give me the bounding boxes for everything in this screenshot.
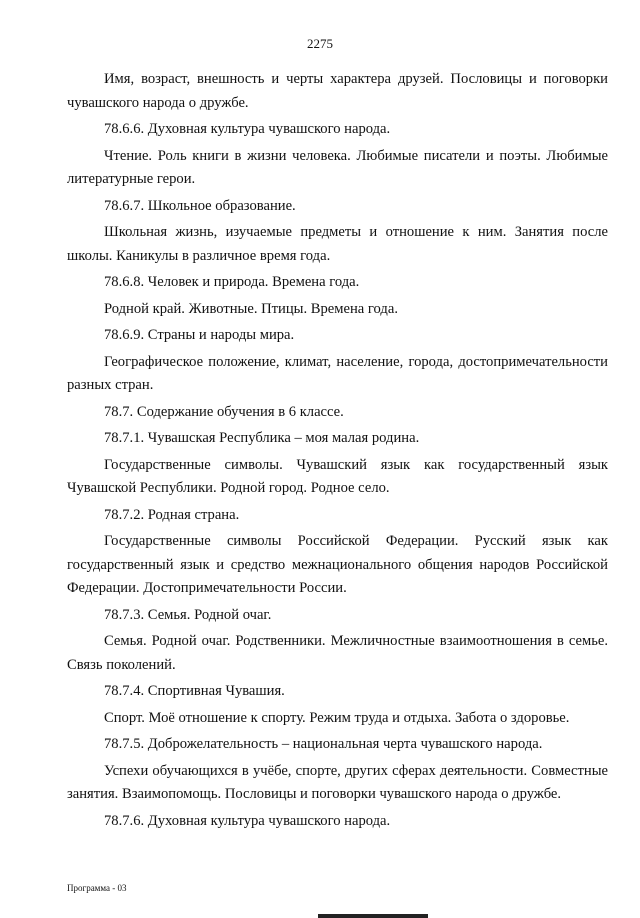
paragraph-native-land: Родной край. Животные. Птицы. Времена года. <box>104 300 398 317</box>
heading-78-7-5: 78.7.5. Доброжелательность – национальная черта чувашского народа. <box>104 736 543 752</box>
heading-78-7-6: 78.7.6. Духовная культура чувашского народа. <box>104 812 391 829</box>
paragraph-friends: Имя, возраст, внешность и черты характера друзей. Пословицы и поговорки чувашского народа о дружбе. <box>67 71 608 111</box>
heading-78-6-7: 78.6.7. Школьное образование. <box>104 197 296 214</box>
document-body <box>67 68 608 836</box>
page-number: 2275 <box>307 36 333 51</box>
heading-78-7-1: 78.7.1. Чувашская Республика – моя малая родина. <box>104 430 420 446</box>
heading-78-6-6: 78.6.6. Духовная культура чувашского народа. <box>104 121 391 137</box>
paragraph-successes: Успехи обучающихся в учёбе, спорте, других сферах деятельности. Совместные занятия. Взаимопомощь. Пословицы и поговорки чувашского народа о дружбе. <box>67 762 608 802</box>
footer-program-code: Программа - 03 <box>67 883 127 893</box>
paragraph-reading: Чтение. Роль книги в жизни человека. Любимые писатели и поэты. Любимые литературные герои. <box>67 147 608 187</box>
paragraph-state-symbols-russia: Государственные символы Российской Федерации. Русский язык как государственный язык и средство межнационального общения народов Российской Федерации. Достопримечательности России. <box>67 533 608 596</box>
heading-78-6-8: 78.6.8. Человек и природа. Времена года. <box>104 274 360 290</box>
heading-78-7-4: 78.7.4. Спортивная Чувашия. <box>104 683 285 699</box>
heading-78-7-2: 78.7.2. Родная страна. <box>104 506 240 523</box>
paragraph-state-symbols-chuvash: Государственные символы. Чувашский язык как государственный язык Чувашской Республики. Родной город. Родное село. <box>67 456 608 496</box>
paragraph-family: Семья. Родной очаг. Родственники. Межличностные взаимоотношения в семье. Связь поколений. <box>67 633 608 673</box>
heading-78-6-9: 78.6.9. Страны и народы мира. <box>104 327 295 343</box>
scan-edge-mark <box>318 914 428 918</box>
paragraph-school-life: Школьная жизнь, изучаемые предметы и отношение к ним. Занятия после школы. Каникулы в различное время года. <box>67 224 608 264</box>
heading-78-7-3: 78.7.3. Семья. Родной очаг. <box>104 606 272 623</box>
paragraph-sport: Спорт. Моё отношение к спорту. Режим труда и отдыха. Забота о здоровье. <box>104 709 570 726</box>
paragraph-geography: Географическое положение, климат, население, города, достопримечательности разных стран. <box>67 353 608 393</box>
heading-78-7: 78.7. Содержание обучения в 6 классе. <box>104 403 344 420</box>
